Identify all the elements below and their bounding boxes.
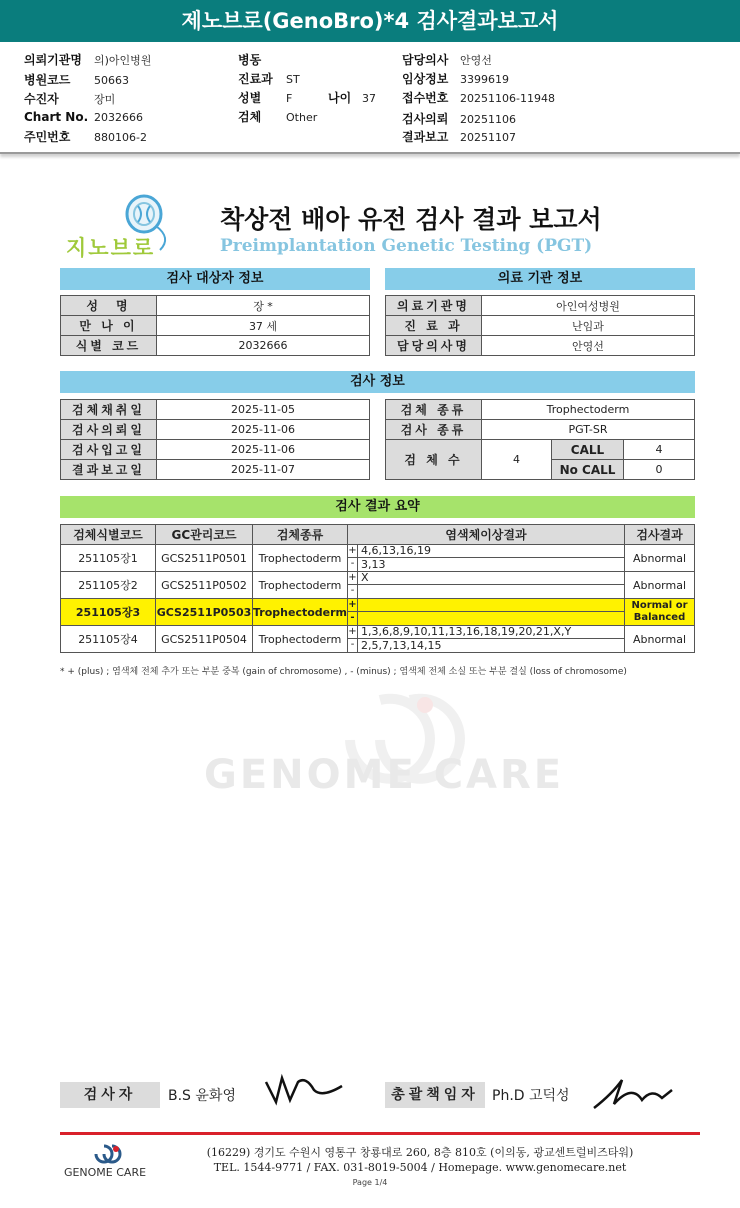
header-field: 의뢰기관명 의)아인병원: [24, 53, 152, 67]
header-field: 주민번호 880106-2: [24, 130, 147, 144]
exam-label: 검사의뢰일: [61, 420, 157, 440]
specimen-count-value: 4: [482, 440, 552, 480]
specimen-id: 251105장4: [61, 626, 156, 653]
header-field: 검사의뢰 20251106: [402, 112, 516, 126]
institution-info-table: [385, 295, 695, 356]
subject-label: 식별 코드: [61, 336, 157, 356]
gain-chromosomes: X: [361, 571, 369, 584]
summary-header: 검사 결과 요약: [60, 496, 695, 518]
plus-sign: +: [348, 571, 357, 583]
column-header: 검체종류: [253, 525, 348, 545]
report-subtitle: Preimplantation Genetic Testing (PGT): [220, 236, 593, 256]
gc-code: GCS2511P0503: [156, 599, 253, 626]
subject-label: 성 명: [61, 296, 157, 316]
exam-value: 2025-11-07: [157, 460, 370, 480]
director-signature-icon: [592, 1074, 676, 1110]
header-field: 수진자 장미: [24, 92, 116, 106]
subject-value: 장 *: [157, 296, 370, 316]
test-result: Abnormal: [625, 572, 695, 599]
gc-code: GCS2511P0504: [156, 626, 253, 653]
exam-label: 결과보고일: [61, 460, 157, 480]
summary-table: [60, 524, 695, 653]
institution-value: 난임과: [482, 316, 695, 336]
institution-value: 아인여성병원: [482, 296, 695, 316]
specimen-type: Trophectoderm: [253, 572, 348, 599]
subject-info-header: 검사 대상자 정보: [60, 268, 370, 290]
address-line: (16229) 경기도 수원시 영통구 창룡대로 260, 8층 810호 (이의동, 광교센트럴비즈타워): [206, 1146, 634, 1159]
call-label: CALL: [552, 440, 624, 460]
header-field: 병원코드 50663: [24, 73, 129, 87]
table-row: [61, 572, 695, 599]
subject-info-table: [60, 295, 370, 356]
test-result: Abnormal: [625, 626, 695, 653]
header-field: 진료과 ST: [238, 72, 300, 86]
institution-label: 진 료 과: [386, 316, 482, 336]
nocall-label: No CALL: [552, 460, 624, 480]
minus-sign: -: [348, 585, 358, 598]
inspector-label: 검사자: [60, 1082, 160, 1108]
specimen-count-label: 검 체 수: [386, 440, 482, 480]
table-row-highlighted: [61, 599, 695, 626]
logo-text: 지노브로: [66, 236, 156, 260]
column-header: 염색체이상결과: [348, 525, 625, 545]
exam-label: 검체채취일: [61, 400, 157, 420]
specimen-type: Trophectoderm: [253, 545, 348, 572]
footer-divider: [60, 1132, 700, 1135]
call-value: 4: [624, 440, 695, 460]
plus-sign: +: [348, 625, 357, 637]
specimen-type: Trophectoderm: [253, 599, 348, 626]
exam-value: 2025-11-05: [157, 400, 370, 420]
institution-value: 안영선: [482, 336, 695, 356]
gc-code: GCS2511P0501: [156, 545, 253, 572]
header-field: 검체 Other: [238, 110, 318, 124]
institution-info-header: 의료 기관 정보: [385, 268, 695, 290]
subject-label: 만 나 이: [61, 316, 157, 336]
header-field: Chart No. 2032666: [24, 110, 143, 124]
report-title: 착상전 배아 유전 검사 결과 보고서: [220, 205, 602, 234]
header-field: 임상정보 3399619: [402, 72, 509, 86]
inspector-name: B.S 윤화영: [168, 1088, 236, 1104]
gain-chromosomes: 1,3,6,8,9,10,11,13,16,18,19,20,21,X,Y: [361, 625, 572, 638]
director-name: Ph.D 고덕성: [492, 1088, 570, 1104]
patient-header: [0, 42, 740, 154]
table-row: [61, 626, 695, 653]
header-field: 접수번호 20251106-11948: [402, 91, 555, 105]
minus-sign: -: [348, 558, 358, 571]
exam-dates-table: [60, 399, 370, 480]
specimen-type: Trophectoderm: [253, 626, 348, 653]
loss-chromosomes: 2,5,7,13,14,15: [361, 638, 442, 652]
header-field: 결과보고 20251107: [402, 130, 516, 144]
director-label: 총괄책임자: [385, 1082, 485, 1108]
plus-sign: +: [348, 544, 357, 556]
exam-value: 2025-11-06: [157, 440, 370, 460]
institution-label: 담당의사명: [386, 336, 482, 356]
report-title-bar: 제노브로(GenoBro)*4 검사결과보고서: [0, 0, 740, 42]
test-result: Normal or Balanced: [625, 599, 695, 626]
nocall-value: 0: [624, 460, 695, 480]
institution-label: 의료기관명: [386, 296, 482, 316]
header-field: 병동: [238, 53, 262, 67]
header-field: 담당의사 안영선: [402, 53, 492, 67]
exam-info-header: 검사 정보: [60, 371, 695, 393]
exam-value: 2025-11-06: [157, 420, 370, 440]
test-type-label: 검사 종류: [386, 420, 482, 440]
specimen-type-value: Trophectoderm: [482, 400, 695, 420]
header-field-age: 나이 37: [328, 91, 376, 105]
specimen-id: 251105장1: [61, 545, 156, 572]
subject-value: 37 세: [157, 316, 370, 336]
gain-chromosomes: 4,6,13,16,19: [361, 544, 431, 557]
minus-sign: -: [348, 639, 358, 652]
specimen-id: 251105장2: [61, 572, 156, 599]
inspector-signature-icon: [262, 1072, 346, 1108]
exam-label: 검사입고일: [61, 440, 157, 460]
footer-logo-text: GENOME CARE: [63, 1166, 147, 1179]
genome-care-logo-icon: [60, 1142, 150, 1186]
column-header: GC관리코드: [156, 525, 253, 545]
legend-note: * + (plus) ; 염색체 전체 추가 또는 부분 중복 (gain of chromosome) , - (minus) ; 염색체 전체 소실 또는 부분 결실 (loss of chromosome): [60, 667, 627, 677]
report-page: [0, 160, 740, 1208]
table-row: [61, 545, 695, 572]
plus-sign: +: [348, 598, 357, 610]
subject-value: 2032666: [157, 336, 370, 356]
test-type-value: PGT-SR: [482, 420, 695, 440]
page-number: Page 1/4: [352, 1178, 388, 1187]
specimen-type-label: 검체 종류: [386, 400, 482, 420]
gc-code: GCS2511P0502: [156, 572, 253, 599]
specimen-id: 251105장3: [61, 599, 156, 626]
exam-specimen-table: [385, 399, 695, 480]
contact-line: TEL. 1544-9771 / FAX. 031-8019-5004 / Homepage. www.genomecare.net: [213, 1161, 627, 1174]
minus-sign: -: [348, 612, 358, 625]
footer-address: [160, 1145, 680, 1175]
loss-chromosomes: 3,13: [361, 557, 386, 571]
column-header: 검체식별코드: [61, 525, 156, 545]
column-header: 검사결과: [625, 525, 695, 545]
watermark-text: GENOME CARE: [204, 752, 565, 798]
test-result: Abnormal: [625, 545, 695, 572]
header-field: 성별 F: [238, 91, 293, 105]
